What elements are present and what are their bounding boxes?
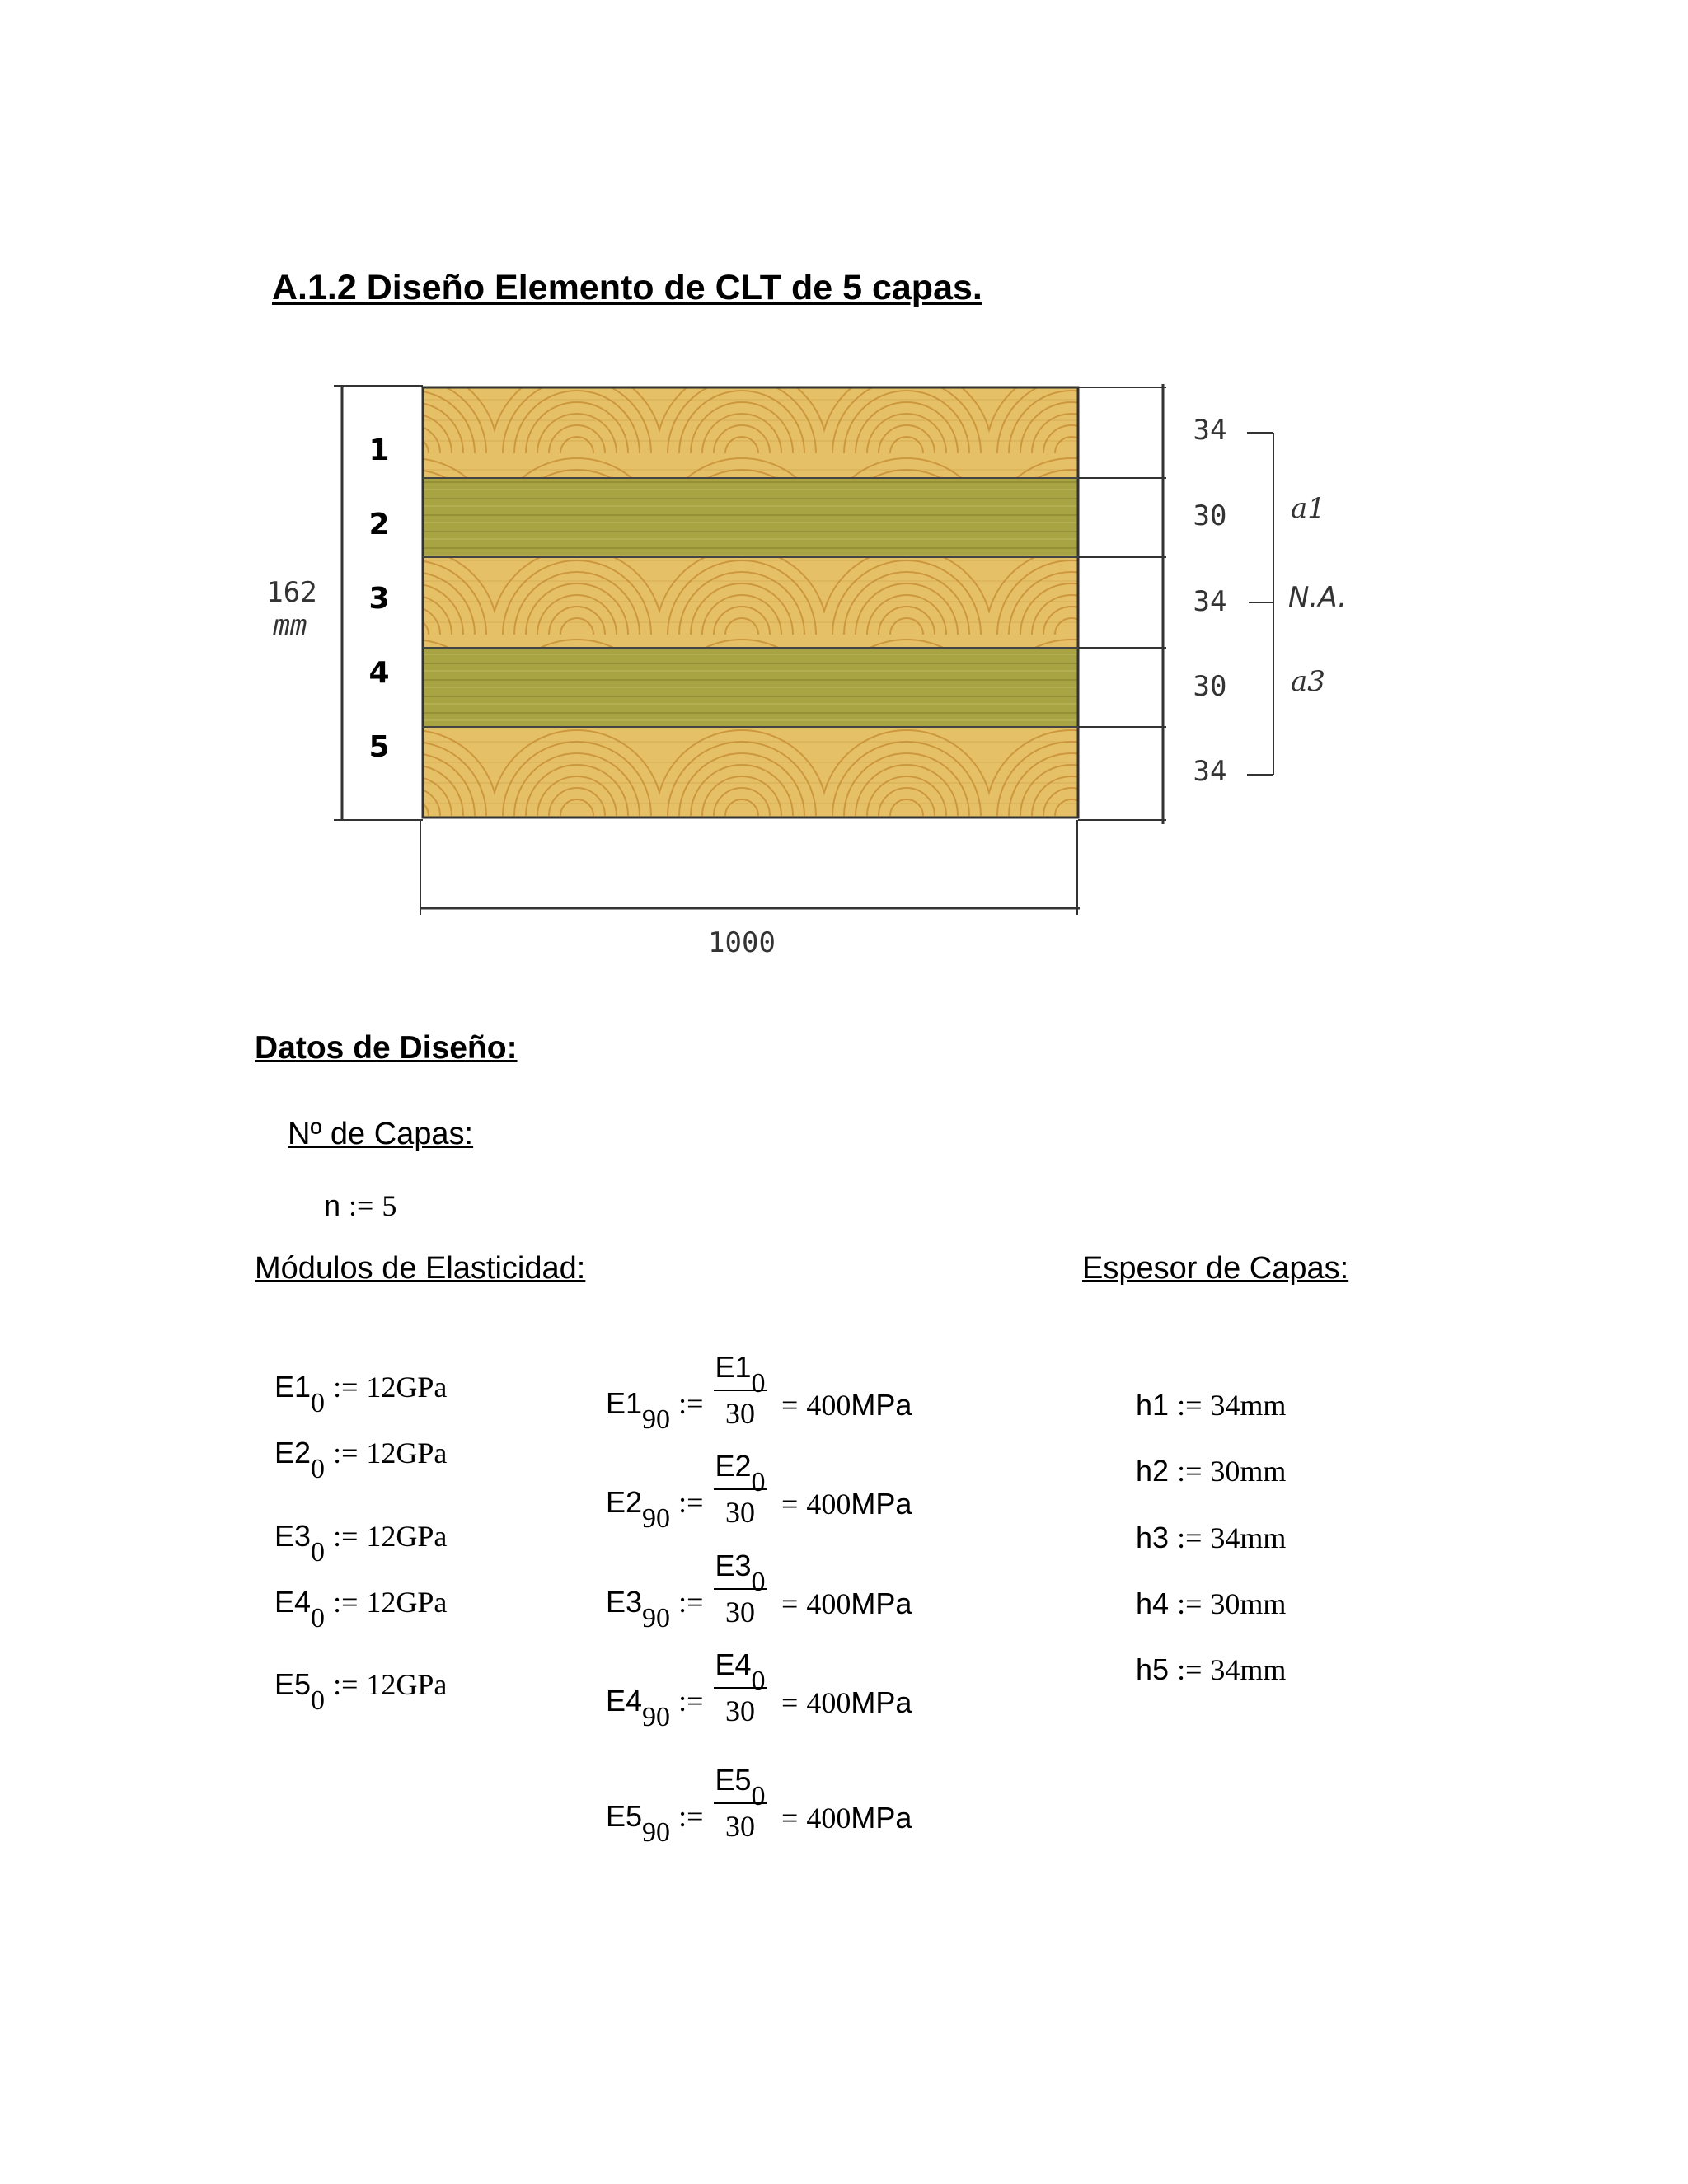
width-label: 1000: [708, 926, 776, 959]
layer-thickness: 30: [1193, 670, 1227, 703]
thickness-equation: h4 := 30mm: [1136, 1586, 1287, 1620]
e90-fraction: E40 30: [715, 1647, 766, 1727]
layer-thickness: 30: [1193, 499, 1227, 532]
layer-number: 3: [368, 582, 390, 616]
thickness-equation: h2 := 30mm: [1136, 1454, 1287, 1488]
n-layers-equation: n := 5: [324, 1188, 397, 1222]
thickness-equation: h1 := 34mm: [1136, 1388, 1287, 1422]
annotation-a1: a1: [1291, 492, 1325, 525]
e0-equation: E30 := 12GPa: [274, 1519, 448, 1568]
e90-fraction: E50 30: [715, 1763, 766, 1843]
e90-lhs: E590 :=: [606, 1799, 704, 1848]
layer-thickness: 34: [1193, 585, 1227, 618]
layer-number: 4: [368, 656, 390, 690]
e90-lhs: E390 :=: [606, 1585, 704, 1633]
layer-5: [423, 727, 1078, 818]
layer-2: [423, 478, 1078, 557]
layer-number: 5: [368, 730, 390, 764]
e0-equation: E50 := 12GPa: [274, 1667, 448, 1716]
layer-thickness: 34: [1193, 755, 1227, 788]
e0-equation: E20 := 12GPa: [274, 1436, 448, 1484]
section-heading: Datos de Diseño:: [255, 1030, 518, 1066]
n-layers-label: Nº de Capas:: [288, 1117, 474, 1151]
layer-thickness: 34: [1193, 414, 1227, 447]
e0-equation: E10 := 12GPa: [274, 1370, 448, 1418]
total-thickness-label: 162: [266, 576, 317, 609]
e90-result: = 400MPa: [781, 1685, 912, 1719]
e90-lhs: E290 :=: [606, 1485, 704, 1534]
layer-1: [423, 387, 1078, 478]
e90-fraction: E30 30: [715, 1549, 766, 1629]
layer-number: 1: [368, 434, 390, 467]
annotation-neutral-axis: N.A.: [1288, 581, 1347, 614]
layer-3: [423, 557, 1078, 648]
e90-result: = 400MPa: [781, 1586, 912, 1620]
layer-number: 2: [368, 508, 390, 541]
layer-4: [423, 648, 1078, 727]
e0-equation: E40 := 12GPa: [274, 1585, 448, 1633]
thickness-equation: h5 := 34mm: [1136, 1652, 1287, 1686]
e90-result: = 400MPa: [781, 1487, 912, 1521]
annotation-a3: a3: [1291, 665, 1325, 698]
page-title: A.1.2 Diseño Elemento de CLT de 5 capas.: [272, 268, 982, 307]
total-thickness-unit: mm: [273, 609, 307, 642]
e90-result: = 400MPa: [781, 1801, 912, 1835]
thickness-label: Espesor de Capas:: [1082, 1251, 1349, 1286]
e90-result: = 400MPa: [781, 1388, 912, 1422]
elasticity-label: Módulos de Elasticidad:: [255, 1251, 586, 1286]
e90-fraction: E20 30: [715, 1449, 766, 1529]
clt-section-diagram: [247, 363, 1401, 972]
e90-lhs: E490 :=: [606, 1684, 704, 1732]
e90-fraction: E10 30: [715, 1350, 766, 1430]
e90-lhs: E190 :=: [606, 1386, 704, 1435]
thickness-equation: h3 := 34mm: [1136, 1521, 1287, 1554]
